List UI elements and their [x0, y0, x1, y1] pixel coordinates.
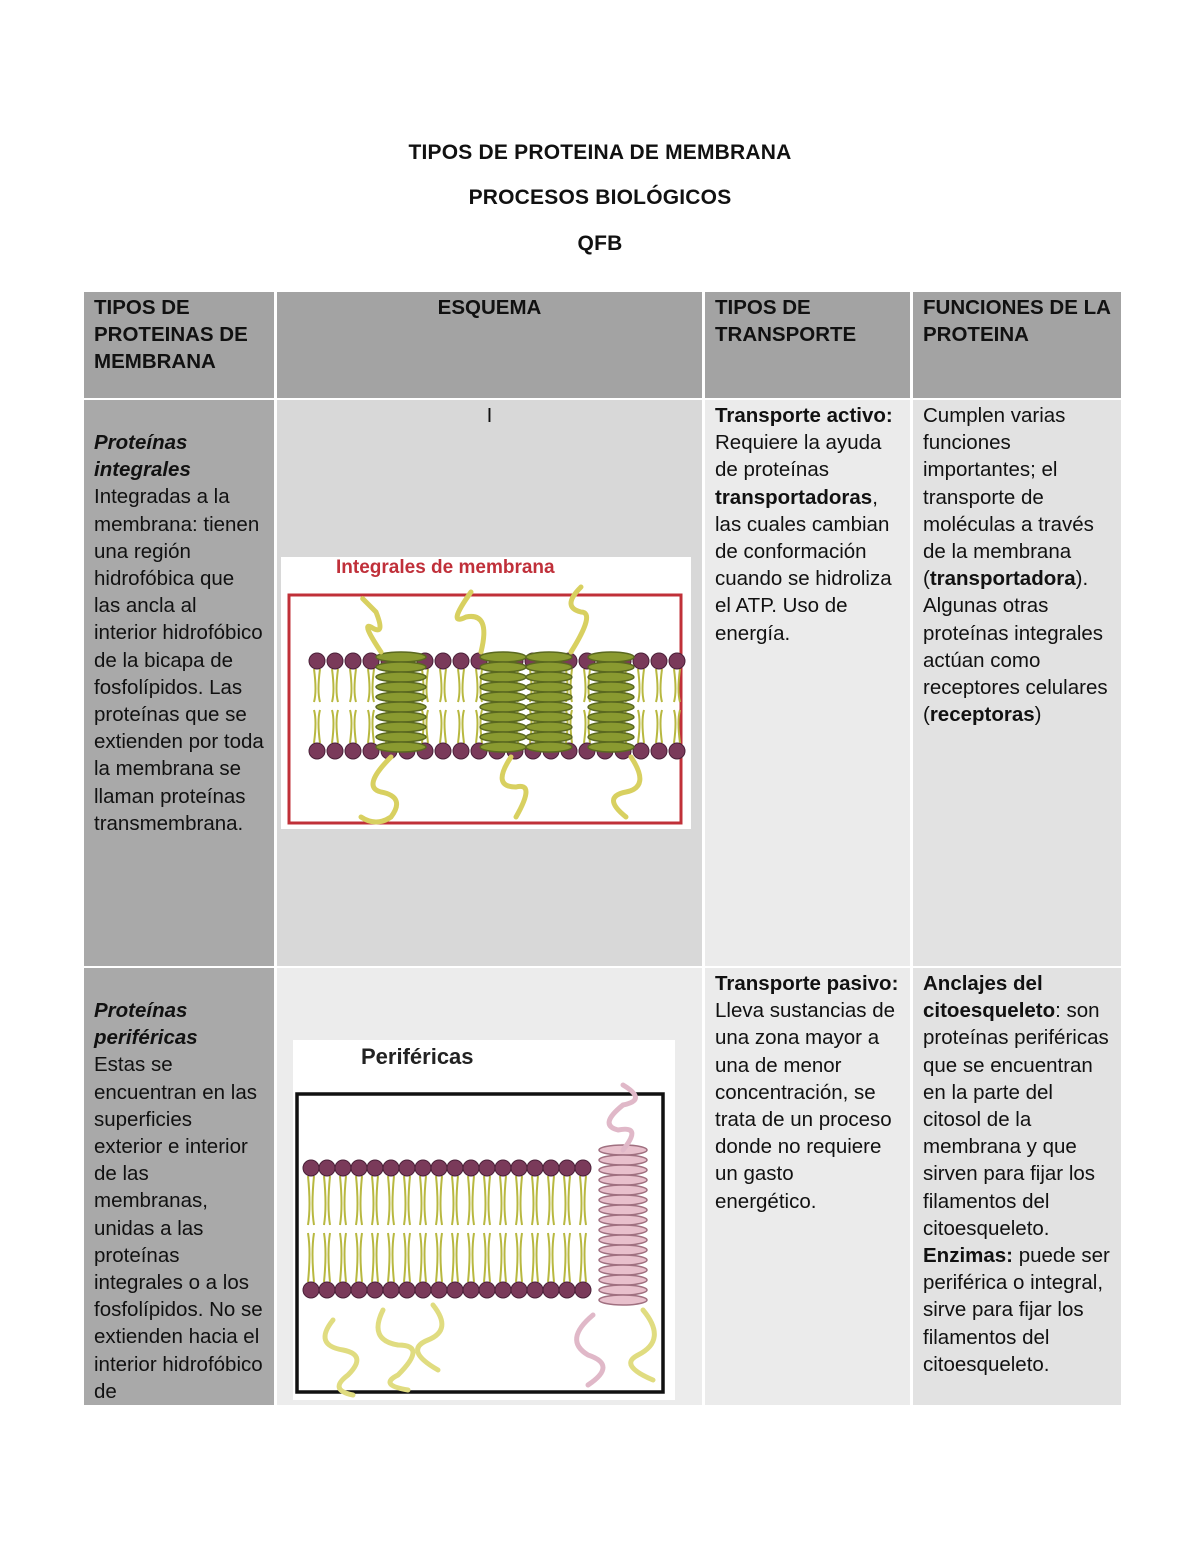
helix-coil	[599, 1215, 647, 1225]
integral-membrane-diagram	[281, 557, 691, 829]
lipid-head	[575, 1282, 591, 1298]
lipid-head	[669, 653, 685, 669]
lipid-head	[309, 653, 325, 669]
helix-coil	[599, 1265, 647, 1275]
protein-cell	[84, 968, 274, 1405]
helix-coil	[599, 1165, 647, 1175]
lipid-head	[669, 743, 685, 759]
function-cell	[913, 968, 1121, 1405]
helix-coil	[588, 742, 634, 752]
lipid-head	[543, 1282, 559, 1298]
lipid-head	[559, 1282, 575, 1298]
helix-coil	[376, 652, 426, 662]
helix-coil	[526, 702, 572, 712]
helix-coil	[376, 732, 426, 742]
helix-coil	[599, 1225, 647, 1235]
lipid-head	[335, 1282, 351, 1298]
table-header-row	[84, 292, 1121, 398]
schema-label: Integrales de membrana	[336, 557, 555, 579]
helix-coil	[376, 662, 426, 672]
lipid-head	[435, 653, 451, 669]
helix-coil	[526, 652, 572, 662]
schema-cell	[277, 968, 702, 1405]
helix-coil	[599, 1245, 647, 1255]
helix-coil	[526, 682, 572, 692]
lipid-head	[447, 1282, 463, 1298]
lipid-head	[511, 1160, 527, 1176]
schema-label: Periféricas	[361, 1044, 474, 1069]
helix-coil	[480, 732, 526, 742]
schema-mark: I	[486, 404, 493, 427]
lipid-head	[479, 1160, 495, 1176]
helix-coil	[588, 652, 634, 662]
helix-coil	[480, 712, 526, 722]
helix-coil	[588, 732, 634, 742]
header-functions: FUNCIONES DE LA PROTEINA	[913, 292, 1121, 398]
protein-name: Proteínas integrales	[94, 431, 191, 482]
helix-coil	[376, 692, 426, 702]
lipid-head	[435, 743, 451, 759]
schema-cell	[277, 400, 702, 966]
helix-coil	[599, 1205, 647, 1215]
lipid-head	[447, 1160, 463, 1176]
helix-coil	[480, 662, 526, 672]
lipid-head	[527, 1160, 543, 1176]
function-keyword-transport: transportadora	[929, 567, 1076, 591]
lipid-head	[309, 743, 325, 759]
helix-coil	[599, 1195, 647, 1205]
transport-text: Requiere la ayuda de proteínas	[715, 431, 882, 482]
protein-description: Estas se encuentran en las superficies exterior e interior de las membranas, unidas a las proteínas integrales o a los fosfolípidos. No se extienden hacia el interior hidrofóbico de	[94, 1053, 263, 1403]
helix-coil	[599, 1255, 647, 1265]
lipid-head	[351, 1160, 367, 1176]
helix-coil	[599, 1235, 647, 1245]
transport-cell	[705, 968, 910, 1405]
lipid-head	[367, 1282, 383, 1298]
lipid-head	[335, 1160, 351, 1176]
table-row	[84, 400, 1121, 966]
lipid-head	[367, 1160, 383, 1176]
helix-coil	[599, 1285, 647, 1295]
helix-coil	[588, 702, 634, 712]
document-subtitle: PROCESOS BIOLÓGICOS	[468, 186, 732, 209]
peripheral-membrane-diagram	[293, 1040, 675, 1400]
function-cell	[913, 400, 1121, 966]
lipid-head	[319, 1160, 335, 1176]
helix-coil	[588, 662, 634, 672]
helix-coil	[599, 1185, 647, 1195]
helix-coil	[376, 672, 426, 682]
lipid-head	[327, 653, 343, 669]
document-course: QFB	[577, 232, 623, 255]
lipid-head	[463, 1160, 479, 1176]
header-protein-types: TIPOS DE PROTEINAS DE MEMBRANA	[84, 292, 274, 398]
lipid-head	[633, 653, 649, 669]
lipid-head	[453, 653, 469, 669]
helix-coil	[526, 742, 572, 752]
lipid-head	[479, 1282, 495, 1298]
helix-coil	[526, 692, 572, 702]
helix-coil	[526, 712, 572, 722]
header-transport-types: TIPOS DE TRANSPORTE	[705, 292, 910, 398]
protein-description: Integradas a la membrana: tienen una región hidrofóbica que las ancla al interior hidrofóbico de la bicapa de fosfolípidos. Las proteínas que se extienden por toda la membrana se llaman proteínas transmembrana.	[94, 485, 264, 835]
lipid-head	[559, 1160, 575, 1176]
lipid-head	[495, 1160, 511, 1176]
lipid-head	[383, 1282, 399, 1298]
function-keyword-receptor: receptoras	[929, 703, 1035, 727]
lipid-head	[345, 653, 361, 669]
lipid-head	[399, 1282, 415, 1298]
lipid-head	[431, 1160, 447, 1176]
lipid-head	[651, 743, 667, 759]
transport-text: Lleva sustancias de una zona mayor a una de menor concentración, se trata de un proceso donde no requiere un gasto energético.	[715, 999, 896, 1213]
helix-coil	[599, 1175, 647, 1185]
function-text: : son proteínas periféricas que se encuentran en la parte del citosol de la membrana y que sirven para fijar los filamentos del citoesqueleto.	[923, 999, 1109, 1240]
lipid-head	[415, 1160, 431, 1176]
lipid-head	[463, 1282, 479, 1298]
helix-coil	[480, 702, 526, 712]
helix-coil	[599, 1155, 647, 1165]
transport-keyword: transportadoras	[715, 485, 873, 509]
helix-coil	[480, 672, 526, 682]
helix-coil	[376, 712, 426, 722]
function-text: Cumplen varias funciones importantes; el transporte de moléculas a través de la membrana (	[923, 404, 1094, 591]
function-text-end: )	[1034, 703, 1042, 727]
lipid-head	[651, 653, 667, 669]
helix-coil	[480, 722, 526, 732]
lipid-head	[633, 743, 649, 759]
lipid-head	[431, 1282, 447, 1298]
helix-coil	[526, 732, 572, 742]
transport-cell	[705, 400, 910, 966]
lipid-head	[303, 1160, 319, 1176]
header-schema: ESQUEMA	[277, 292, 702, 398]
transport-title: Transporte activo:	[715, 404, 893, 427]
helix-coil	[588, 692, 634, 702]
helix-coil	[376, 682, 426, 692]
helix-coil	[376, 702, 426, 712]
lipid-head	[327, 743, 343, 759]
helix-coil	[599, 1275, 647, 1285]
lipid-head	[575, 1160, 591, 1176]
function-text-cont: puede ser periférica o integral, sirve para fijar los filamentos del citoesqueleto.	[923, 1244, 1110, 1376]
protein-table	[81, 290, 1124, 1407]
helix-coil	[376, 742, 426, 752]
lipid-head	[527, 1282, 543, 1298]
helix-coil	[480, 652, 526, 662]
helix-coil	[599, 1295, 647, 1305]
table-row	[84, 968, 1121, 1405]
function-keyword-anchor: Anclajes del citoesqueleto	[923, 972, 1056, 1023]
function-text-cont: ). Algunas otras proteínas integrales actúan como receptores celulares (	[923, 567, 1108, 727]
protein-name: Proteínas periféricas	[94, 999, 198, 1050]
helix-coil	[588, 722, 634, 732]
function-keyword-enzyme: Enzimas:	[923, 1244, 1013, 1268]
transport-text-cont: , las cuales cambian de conformación cuando se hidroliza el ATP. Uso de energía.	[715, 485, 892, 645]
helix-coil	[376, 722, 426, 732]
lipid-head	[303, 1282, 319, 1298]
helix-coil	[588, 712, 634, 722]
lipid-head	[453, 743, 469, 759]
helix-coil	[526, 662, 572, 672]
helix-coil	[480, 682, 526, 692]
lipid-head	[495, 1282, 511, 1298]
helix-coil	[526, 722, 572, 732]
helix-coil	[588, 672, 634, 682]
lipid-head	[511, 1282, 527, 1298]
lipid-head	[399, 1160, 415, 1176]
helix-coil	[588, 682, 634, 692]
lipid-head	[345, 743, 361, 759]
lipid-head	[319, 1282, 335, 1298]
document-title: TIPOS DE PROTEINA DE MEMBRANA	[408, 141, 792, 164]
lipid-head	[383, 1160, 399, 1176]
protein-cell	[84, 400, 274, 966]
helix-coil	[480, 742, 526, 752]
lipid-head	[415, 1282, 431, 1298]
helix-coil	[480, 692, 526, 702]
transport-title: Transporte pasivo:	[715, 972, 899, 995]
helix-coil	[526, 672, 572, 682]
lipid-head	[543, 1160, 559, 1176]
lipid-head	[351, 1282, 367, 1298]
